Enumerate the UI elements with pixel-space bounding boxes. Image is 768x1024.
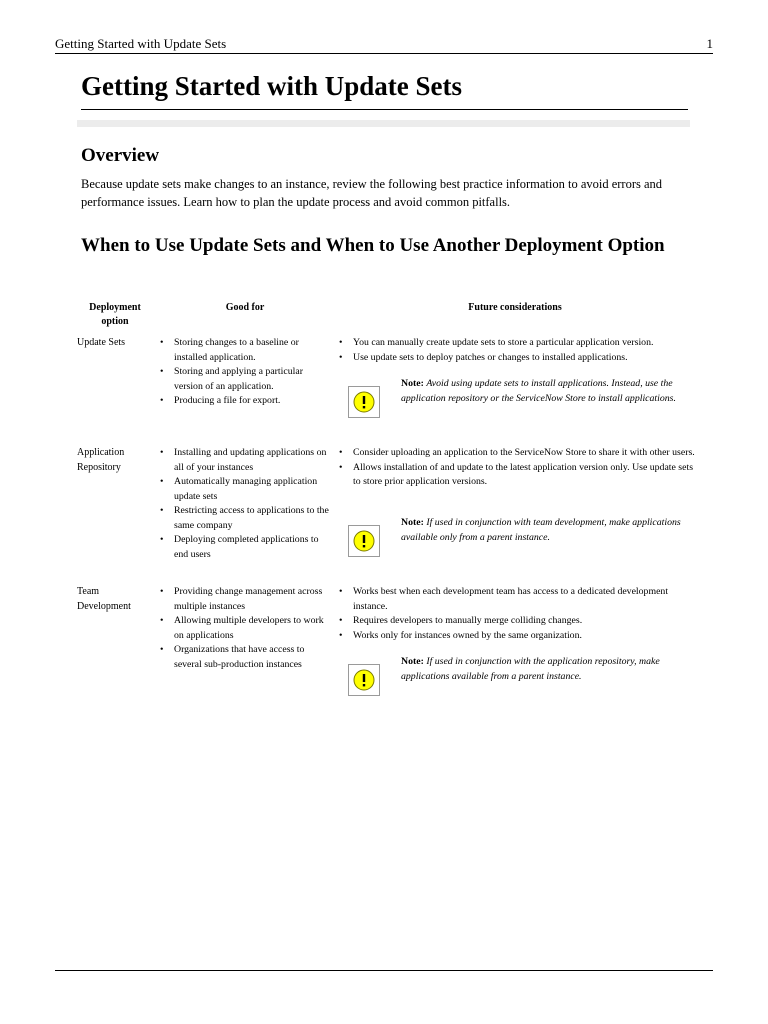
warning-exclamation-icon [348, 664, 380, 696]
list-item: • Automatically managing application update sets [160, 475, 332, 504]
future-considerations-list [339, 446, 699, 490]
footer-rule [55, 970, 713, 971]
list-item: • Storing and applying a particular version of an application. [160, 365, 332, 394]
note [401, 655, 691, 684]
page-title: Getting Started with Update Sets [81, 71, 462, 101]
column-header-deployment-option: Deployment option [89, 302, 141, 327]
title-rule [81, 109, 688, 110]
list-item: • You can manually create update sets to store a particular application version. [339, 336, 699, 351]
deployment-option: Team Development [77, 586, 131, 612]
list-item: • Restricting access to applications to the same company [160, 504, 332, 533]
note [401, 516, 691, 545]
title-band [77, 120, 690, 127]
overview-heading: Overview [81, 145, 160, 166]
list-item: • Installing and updating applications on all of your instances [160, 446, 332, 475]
note [401, 377, 691, 406]
note-text: Avoid using update sets to install applications. Instead, use the application repository or the ServiceNow Store to install applications. [401, 378, 676, 404]
deployment-option: Application Repository [77, 447, 125, 473]
good-for-list [160, 585, 332, 672]
note-text: If used in conjunction with the application repository, make applications available from a parent instance. [401, 656, 660, 682]
list-item: • Producing a file for export. [160, 394, 332, 409]
list-item: • Organizations that have access to several sub-production instances [160, 643, 332, 672]
future-considerations-list [339, 585, 699, 643]
future-considerations-list [339, 336, 699, 365]
good-for-list [160, 446, 332, 562]
list-item: • Use update sets to deploy patches or changes to installed applications. [339, 351, 699, 366]
list-item: • Works best when each development team has access to a dedicated development instance. [339, 585, 699, 614]
list-item: • Allows installation of and update to the latest application version only. Use update sets to store prior application versions. [339, 461, 699, 490]
note-label: Note: [401, 378, 424, 389]
running-header-title: Getting Started with Update Sets [55, 36, 227, 51]
running-header [55, 36, 713, 52]
header-rule [55, 53, 713, 54]
page-number: 1 [706, 36, 713, 51]
section-heading: When to Use Update Sets and When to Use Another Deployment Option [81, 235, 665, 256]
deployment-option: Update Sets [77, 337, 126, 348]
good-for-list [160, 336, 332, 409]
list-item: • Works only for instances owned by the same organization. [339, 629, 699, 644]
warning-exclamation-icon [348, 525, 380, 557]
list-item: • Consider uploading an application to the ServiceNow Store to share it with other users. [339, 446, 699, 461]
list-item: • Requires developers to manually merge colliding changes. [339, 614, 699, 629]
column-header-good-for: Good for [225, 302, 265, 313]
list-item: • Providing change management across multiple instances [160, 585, 332, 614]
list-item: • Deploying completed applications to end users [160, 533, 332, 562]
overview-paragraph: Because update sets make changes to an instance, review the following best practice information to avoid errors and performance issues. Learn how to plan the update process and avoid common pitfalls. [81, 177, 663, 209]
list-item: • Allowing multiple developers to work on applications [160, 614, 332, 643]
column-header-future-considerations: Future considerations [468, 302, 562, 313]
note-label: Note: [401, 656, 424, 667]
note-label: Note: [401, 517, 424, 528]
warning-exclamation-icon [348, 386, 380, 418]
list-item: • Storing changes to a baseline or installed application. [160, 336, 332, 365]
note-text: If used in conjunction with team development, make applications available only from a parent instance. [401, 517, 681, 543]
